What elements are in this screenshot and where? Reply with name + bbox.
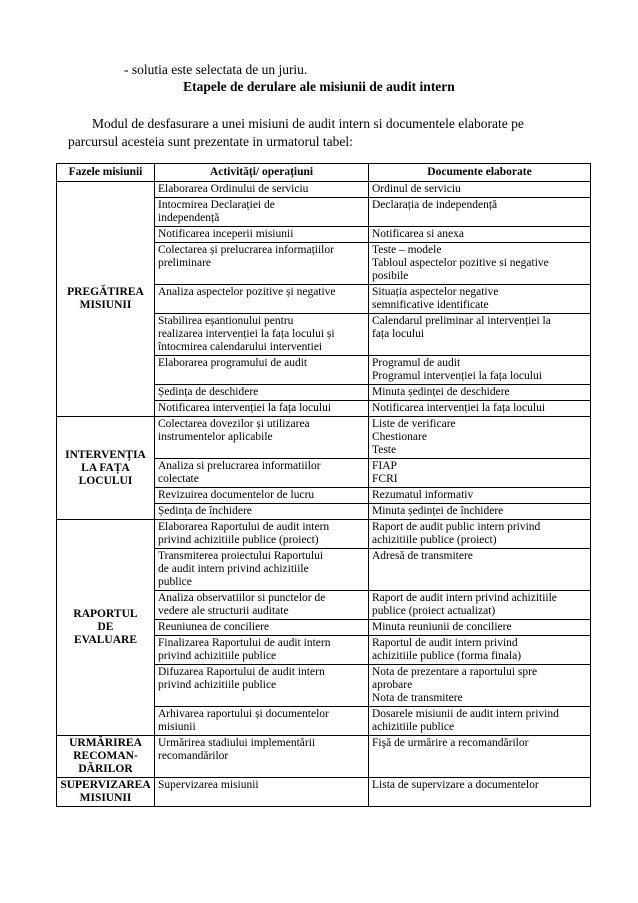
cell-line: achizitiile publice (proiect) (372, 534, 497, 546)
cell-line: Raport de audit intern privind achizitiile (372, 592, 557, 604)
cell-line: Colectarea dovezilor și utilizarea (158, 418, 310, 430)
cell-line: semnificative identificate (372, 299, 489, 311)
cell-line: Teste (372, 444, 397, 456)
documents-cell (369, 182, 591, 198)
intro-paragraph-line-1: Modul de desfasurare a unei misiuni de audit intern si documentele elaborate pe (92, 116, 524, 131)
cell-line: posibile (372, 270, 409, 282)
cell-line: Finalizarea Raportului de audit intern (158, 637, 331, 649)
documents-cell (369, 459, 591, 488)
activity-cell (155, 385, 369, 401)
activity-cell (155, 736, 369, 778)
activity-cell (155, 198, 369, 227)
cell-line: RECOMAN- (73, 750, 138, 762)
cell-line: vedere ale structurii auditate (158, 605, 289, 617)
cell-line: Teste – modele (372, 244, 442, 256)
cell-line: Adresă de transmitere (372, 550, 473, 562)
activity-cell (155, 549, 369, 591)
phase-cell (57, 520, 155, 736)
activity-cell (155, 459, 369, 488)
cell-line: Situația aspectelor negative (372, 286, 499, 298)
cell-line: Liste de verificare (372, 418, 456, 430)
documents-cell (369, 504, 591, 520)
documents-cell (369, 665, 591, 707)
cell-line: Tabloul aspectelor pozitive si negative (372, 257, 549, 269)
cell-line: recomandărilor (158, 750, 229, 762)
phase-cell (57, 417, 155, 520)
documents-cell (369, 198, 591, 227)
cell-line: MISIUNII (79, 299, 132, 311)
table-row (57, 736, 591, 778)
documents-cell (369, 243, 591, 285)
documents-cell (369, 385, 591, 401)
cell-line: independență (158, 212, 220, 224)
documents-cell (369, 314, 591, 356)
cell-line: Programul intervenției la fața locului (372, 370, 542, 382)
activity-cell (155, 778, 369, 807)
activity-cell (155, 707, 369, 736)
cell-line: Elaborarea programului de audit (158, 357, 308, 369)
cell-line: Analiza aspectelor pozitive și negative (158, 286, 336, 298)
activity-cell (155, 520, 369, 549)
header-phases: Fazele misiunii (57, 164, 155, 182)
intro-line: - solutia este selectata de un juriu. (124, 62, 308, 77)
table-body (57, 182, 591, 807)
cell-line: Colectarea și prelucrarea informațiilor (158, 244, 334, 256)
table-row (57, 417, 591, 459)
cell-line: de audit intern privind achizitiile (158, 563, 309, 575)
cell-line: misiunii (158, 721, 196, 733)
cell-line: DE (97, 621, 114, 633)
cell-line: URMĂRIREA (69, 737, 142, 749)
cell-line: Chestionare (372, 431, 427, 443)
activity-cell (155, 636, 369, 665)
documents-cell (369, 736, 591, 778)
cell-line: Analiza si prelucrarea informatiilor (158, 460, 321, 472)
cell-line: Revizuirea documentelor de lucru (158, 489, 315, 501)
cell-line: realizarea intervenției la fața locului și (158, 328, 335, 340)
cell-line: Notificarea si anexa (372, 228, 464, 240)
cell-line: achizitiile publice (forma finala) (372, 650, 522, 662)
header-documents: Documente elaborate (369, 164, 591, 182)
cell-line: SUPERVIZAREA (60, 779, 151, 791)
documents-cell (369, 417, 591, 459)
cell-line: Programul de audit (372, 357, 461, 369)
cell-line: Urmărirea stadiului implementării (158, 737, 316, 749)
cell-line: publice (proiect actualizat) (372, 605, 496, 617)
cell-line: privind achizitiile publice (158, 679, 277, 691)
table-row (57, 520, 591, 549)
cell-line: Notificarea inceperii misiunii (158, 228, 294, 240)
cell-line: Notificarea intervenției la fața locului (372, 402, 546, 414)
table-header-row (57, 164, 591, 182)
cell-line: Raportul de audit intern privind (372, 637, 518, 649)
cell-line: MISIUNII (79, 792, 132, 804)
activity-cell (155, 227, 369, 243)
activity-cell (155, 504, 369, 520)
documents-cell (369, 620, 591, 636)
cell-line: Declarația de independență (372, 199, 498, 211)
cell-line: Transmiterea proiectului Raportului (158, 550, 324, 562)
cell-line: aprobare (372, 679, 413, 691)
cell-line: LA FAȚA (81, 461, 130, 474)
phase-cell (57, 736, 155, 778)
cell-line: Elaborarea Ordinului de serviciu (158, 183, 309, 195)
cell-line: Ședința de deschidere (158, 386, 259, 398)
cell-line: Ordinul de serviciu (372, 183, 461, 195)
cell-line: Elaborarea Raportului de audit intern (158, 521, 330, 533)
cell-line: LOCULUI (78, 474, 133, 487)
intro-paragraph-line-2: parcursul acesteia sunt prezentate in urmatorul tabel: (68, 134, 353, 149)
documents-cell (369, 549, 591, 591)
audit-stages-table (56, 163, 591, 807)
cell-line: Difuzarea Raportului de audit intern (158, 666, 325, 678)
cell-line: Dosarele misiunii de audit intern privind (372, 708, 559, 720)
phase-cell (57, 778, 155, 807)
cell-line: Minuta reuniunii de conciliere (372, 621, 512, 633)
activity-cell (155, 243, 369, 285)
cell-line: privind achizitiile publice (proiect) (158, 534, 319, 546)
cell-line: instrumentelor aplicabile (158, 431, 273, 443)
cell-line: preliminare (158, 257, 212, 269)
activity-cell (155, 488, 369, 504)
activity-cell (155, 314, 369, 356)
cell-line: EVALUARE (73, 634, 138, 646)
cell-line: privind achizitiile publice (158, 650, 277, 662)
section-heading: Etapele de derulare ale misiunii de audit intern (183, 79, 455, 94)
cell-line: Fişă de urmărire a recomandărilor (372, 737, 529, 749)
activity-cell (155, 417, 369, 459)
activity-cell (155, 620, 369, 636)
cell-line: Intocmirea Declarației de (158, 199, 275, 211)
cell-line: PREGĂTIREA (67, 286, 144, 298)
cell-line: Rezumatul informativ (372, 489, 474, 501)
documents-cell (369, 520, 591, 549)
activity-cell (155, 182, 369, 198)
header-activities: Activități/ operațiuni (155, 164, 369, 182)
cell-line: Lista de supervizare a documentelor (372, 779, 539, 791)
cell-line: Ședința de închidere (158, 505, 252, 517)
documents-cell (369, 707, 591, 736)
documents-cell (369, 356, 591, 385)
activity-cell (155, 591, 369, 620)
cell-line: Reuniunea de conciliere (158, 621, 270, 633)
documents-cell (369, 227, 591, 243)
phase-cell (57, 182, 155, 417)
cell-line: RAPORTUL (73, 608, 138, 620)
cell-line: Raport de audit public intern privind (372, 521, 541, 533)
cell-line: Analiza observatiilor si punctelor de (158, 592, 326, 604)
documents-cell (369, 285, 591, 314)
activity-cell (155, 285, 369, 314)
cell-line: colectate (158, 473, 199, 485)
documents-cell (369, 636, 591, 665)
cell-line: întocmirea calendarului interventiei (158, 341, 323, 353)
cell-line: publice (158, 576, 192, 588)
cell-line: Minuta ședinței de închidere (372, 505, 504, 517)
cell-line: Stabilirea eșantionului pentru (158, 315, 294, 327)
cell-line: Nota de prezentare a raportului spre (372, 666, 538, 678)
documents-cell (369, 401, 591, 417)
cell-line: Calendarul preliminar al intervenției la (372, 315, 551, 327)
activity-cell (155, 665, 369, 707)
cell-line: Arhivarea raportului și documentelor (158, 708, 329, 720)
cell-line: fața locului (372, 328, 425, 340)
activity-cell (155, 356, 369, 385)
cell-line: Supervizarea misiunii (158, 779, 259, 791)
cell-line: INTERVENȚIA (65, 448, 146, 461)
documents-cell (369, 778, 591, 807)
activity-cell (155, 401, 369, 417)
cell-line: Notificarea intervenției la fața locului (158, 402, 332, 414)
table-row (57, 182, 591, 198)
documents-cell (369, 488, 591, 504)
cell-line: Minuta ședinței de deschidere (372, 386, 510, 398)
cell-line: Nota de transmitere (372, 692, 463, 704)
cell-line: achizitiile publice (372, 721, 455, 733)
cell-line: FIAP (372, 460, 397, 472)
documents-cell (369, 591, 591, 620)
cell-line: FCRI (372, 473, 398, 485)
cell-line: DĂRILOR (78, 763, 133, 775)
table-row (57, 778, 591, 807)
